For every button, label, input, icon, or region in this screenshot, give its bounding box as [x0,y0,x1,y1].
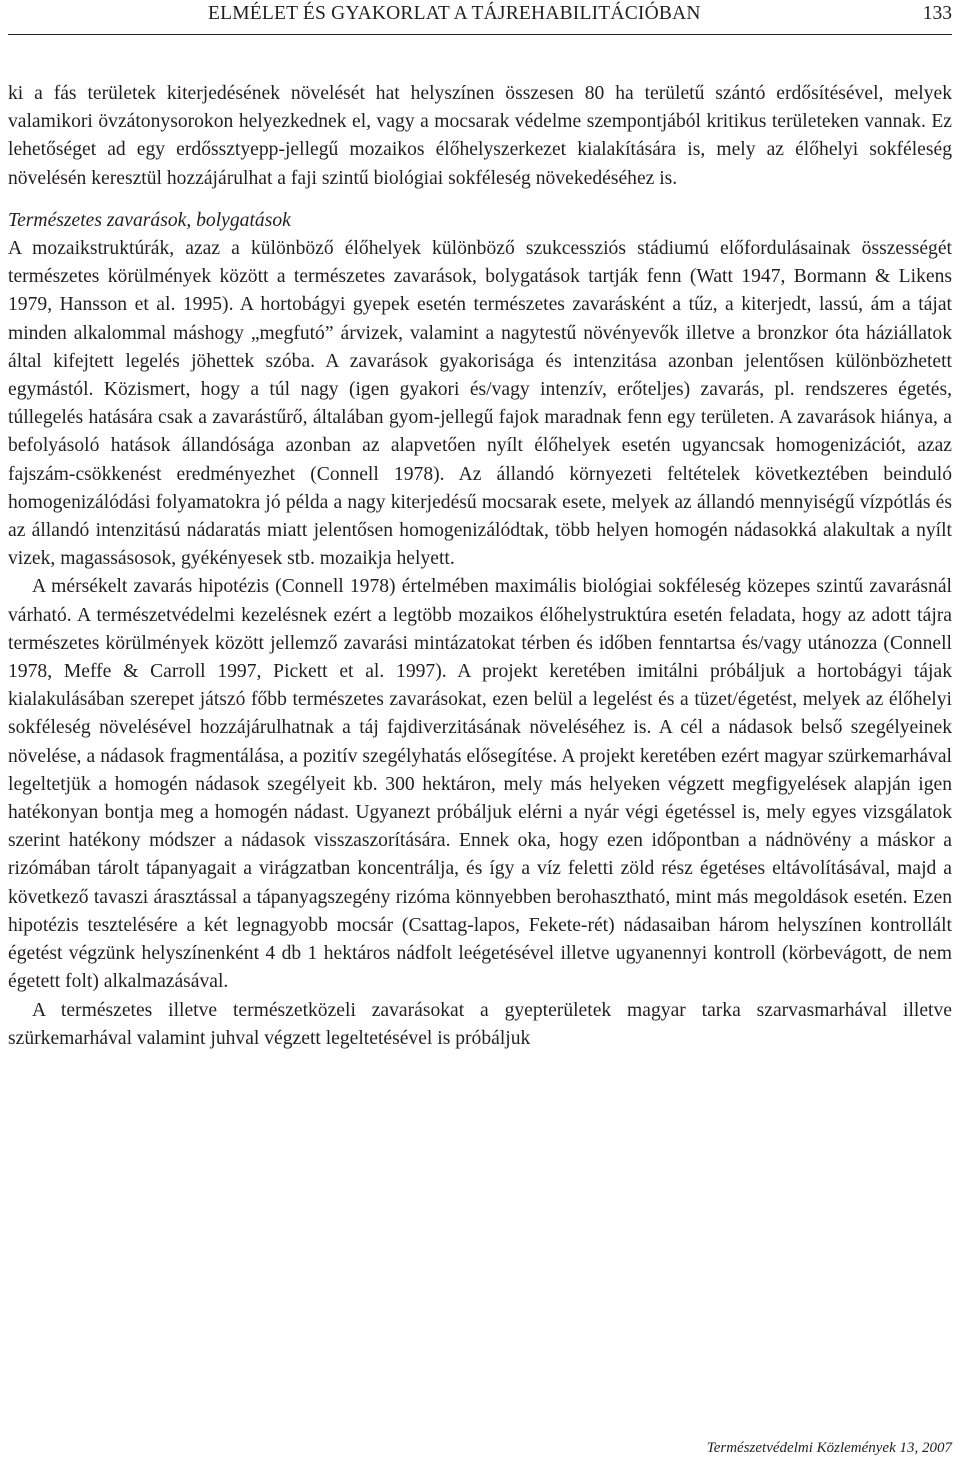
running-header [8,0,952,30]
paragraph-continuation: ki a fás területek kiterjedésének növelését hat helyszínen összesen 80 ha területű szántó erdősítésével, melyek valamikori övzátonysorokon helyezkednek el, vagy a mocsarak védelme szempontjából kritikus területeken vannak. Ez lehetőséget ad egy erdőssztyepp-jellegű mozaikos élőhelyszerkezet kialakítására is, mely az élőhelyi sokféleség növelésén keresztül hozzájárulhat a faji szintű biológiai sokféleség növekedéséhez is. [8,83,952,189]
section-heading: Természetes zavarások, bolygatások [8,209,291,231]
paragraph-disturbance: A mozaikstruktúrák, azaz a különböző élőhelyek különböző szukcessziós stádiumú előfordulásainak összességét természetes körülmények között a természetes zavarások, bolygatások tartják fenn (Watt 1947, Bormann & Likens 1979, Hansson et al. 1995). A hortobágyi gyepek esetén természetes zavarásként a tűz, a kiterjedt, lassú, ám a tájat minden alkalommal máshogy „megfutó” árvizek, valamint a nagytestű növényevők illetve a bronzkor óta háziállatok által kifejtett legelés jöhettek szóba. A zavarások gyakorisága és intenzitása azonban jelentősen különbözhetett egymástól. Közismert, hogy a túl nagy (igen gyakori és/vagy intenzív, erőteljes) zavarás, pl. rendszeres égetés, túllegelés hatására csak a zavarástűrő, általában gyom-jellegű fajok maradnak fenn egy területen. A zavarások hiánya, a befolyásoló hatások állandósága azonban az alapvetően nyílt élőhelyek esetén ugyancsak homogenizációt, azaz fajszám-csökkenést eredményezhet (Connell 1978). Az állandó környezeti feltételek következtében beinduló homogenizálódási folyamatokra jó példa a nagy kiterjedésű mocsarak esete, melyek az állandó mennyiségű vízpótlás és az állandó intenzitású nádaratás miatt jelentősen homogenizálódtak, több helyen homogén nádasokká alakultak a nyílt vizek, magassásosok, gyékényesek stb. mozaikja helyett. [8,238,952,570]
paragraph-grazing: A természetes illetve természetközeli zavarásokat a gyepterületek magyar tarka szarvasmarhával illetve szürkemarhával valamint juhval végzett legeltetésével is próbáljuk [8,999,952,1049]
paragraph-hypothesis: A mérsékelt zavarás hipotézis (Connell 1978) értelmében maximális biológiai sokféleség közepes szintű zavarásnál várható. A természetvédelmi kezelésnek ezért a legtöbb mozaikos élőhelystruktúra esetén feladata, hogy az adott tájra természetes körülmények között jellemző zavarási mintázatokat térben és időben fenntartsa és/vagy utánozza (Connell 1978, Meffe & Carroll 1997, Pickett et al. 1997). A projekt keretében imitálni próbáljuk a hortobágyi tájak kialakulásában szerepet játszó főbb természetes zavarásokat, ezen belül a legelést és a tüzet/égetést, melyek az élőhelyi sokféleség növelésével hozzájárulhatnak a táj fajdiverzitásának növeléséhez is. A cél a nádasok belső szegélyeinek növelése, a nádasok fragmentálása, a pozitív szegélyhatás elősegítése. A projekt keretében ezért magyar szürkemarhával legeltetjük a homogén nádasok szegélyeit kb. 300 hektáron, mely más helyeken végzett megfigyelések alapján igen hatékonyan bontja meg a homogén nádast. Ugyanezt próbáljuk elérni a nyár végi égetéssel is, mely egyes vizsgálatok szerint hatékony módszer a nádasok visszaszorítására. Ennek oka, hogy ezen időpontban a nádnövény a máskor a rizómában tárolt tápanyagait a virágzatban koncentrálja, és így a víz feletti zöld rész égetéses eltávolításával, majd a következő tavaszi árasztással a tápanyagszegény rizóma könnyebben berohasztható, mint más megoldások esetén. Ezen hipotézis tesztelésére a két legnagyobb mocsár (Csattag-lapos, Fekete-rét) nádasaiban három helyszínen kontrollált égetést végzünk helyszínenként 4 db 1 hektáros nádfolt leégetésével illetve ugyanennyi kontroll (körbevágott, de nem égetett folt) alkalmazásával. [8,576,952,993]
article-body [8,80,952,1053]
footer-journal: Természetvédelmi Közlemények 13, 2007 [706,1440,952,1456]
running-title: ELMÉLET ÉS GYAKORLAT A TÁJREHABILITÁCIÓBAN [208,3,701,24]
page-number: 133 [922,3,952,24]
header-rule [8,34,952,35]
